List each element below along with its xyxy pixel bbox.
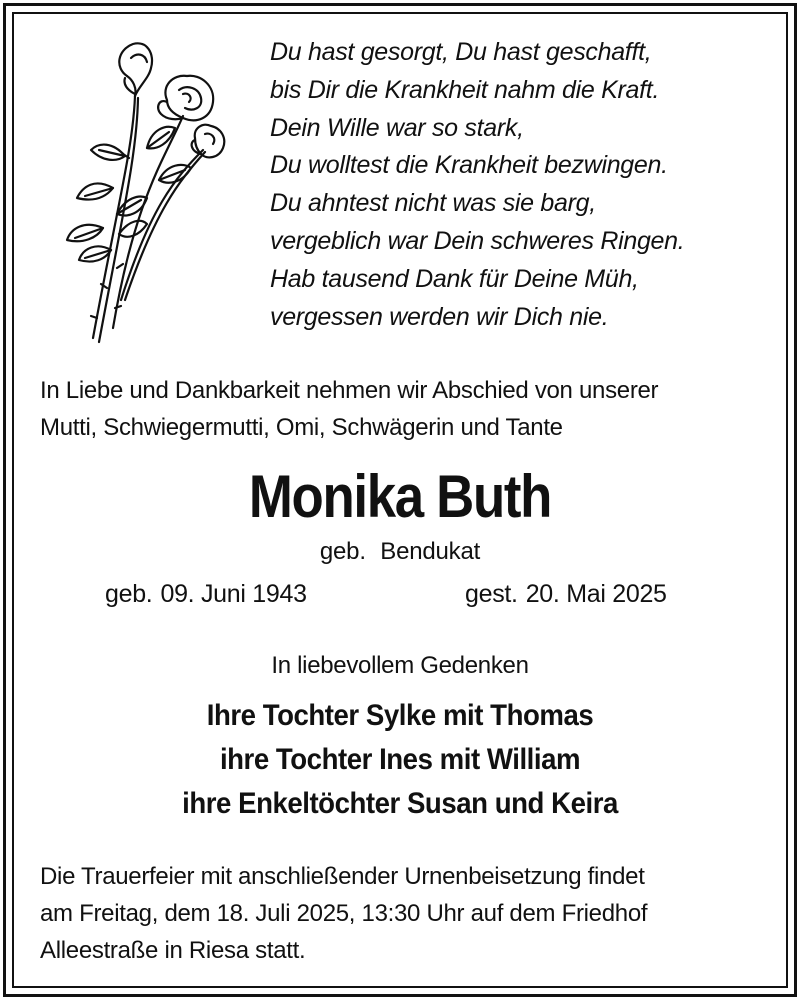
mourners-list bbox=[0, 694, 800, 826]
maiden-name bbox=[0, 538, 800, 566]
mourner: Ihre Tochter Sylke mit Thomas bbox=[206, 699, 594, 732]
birth-date-prefix: geb. bbox=[105, 580, 153, 608]
funeral-notice bbox=[40, 858, 770, 969]
mourner: ihre Enkeltöchter Susan und Keira bbox=[182, 787, 618, 820]
death-date bbox=[465, 580, 675, 609]
birth-date bbox=[105, 580, 315, 609]
maiden-name-prefix: geb. bbox=[319, 538, 366, 565]
intro-line: Mutti, Schwiegermutti, Omi, Schwägerin und Tante bbox=[40, 414, 563, 441]
notice-line: am Freitag, dem 18. Juli 2025, 13:30 Uhr auf dem Friedhof bbox=[40, 900, 648, 927]
poem-line: Hab tausend Dank für Deine Müh, bbox=[270, 264, 639, 293]
intro-text bbox=[40, 372, 770, 446]
poem-line: Du wolltest die Krankheit bezwingen. bbox=[270, 151, 668, 180]
poem-line: bis Dir die Krankheit nahm die Kraft. bbox=[270, 75, 660, 104]
mourner: ihre Tochter Ines mit William bbox=[219, 743, 581, 776]
notice-line: Die Trauerfeier mit anschließender Urnenbeisetzung findet bbox=[40, 863, 645, 890]
poem-line: vergessen werden wir Dich nie. bbox=[270, 302, 609, 331]
memory-line: In liebevollem Gedenken bbox=[271, 652, 529, 679]
poem bbox=[270, 34, 770, 336]
maiden-name-value: Bendukat bbox=[380, 538, 481, 565]
poem-line: Du ahntest nicht was sie barg, bbox=[270, 189, 596, 218]
deceased-name: Monika Buth bbox=[248, 463, 552, 530]
notice-line: Alleestraße in Riesa statt. bbox=[40, 937, 306, 964]
intro-line: In Liebe und Dankbarkeit nehmen wir Abschied von unserer bbox=[40, 377, 659, 404]
rose-icon bbox=[55, 38, 235, 348]
poem-line: Du hast gesorgt, Du hast geschafft, bbox=[270, 38, 652, 66]
poem-line: Dein Wille war so stark, bbox=[270, 113, 524, 142]
death-date-value: 20. Mai 2025 bbox=[525, 580, 667, 608]
death-date-prefix: gest. bbox=[465, 580, 518, 608]
birth-date-value: 09. Juni 1943 bbox=[160, 580, 307, 608]
poem-line: vergeblich war Dein schweres Ringen. bbox=[270, 226, 685, 255]
